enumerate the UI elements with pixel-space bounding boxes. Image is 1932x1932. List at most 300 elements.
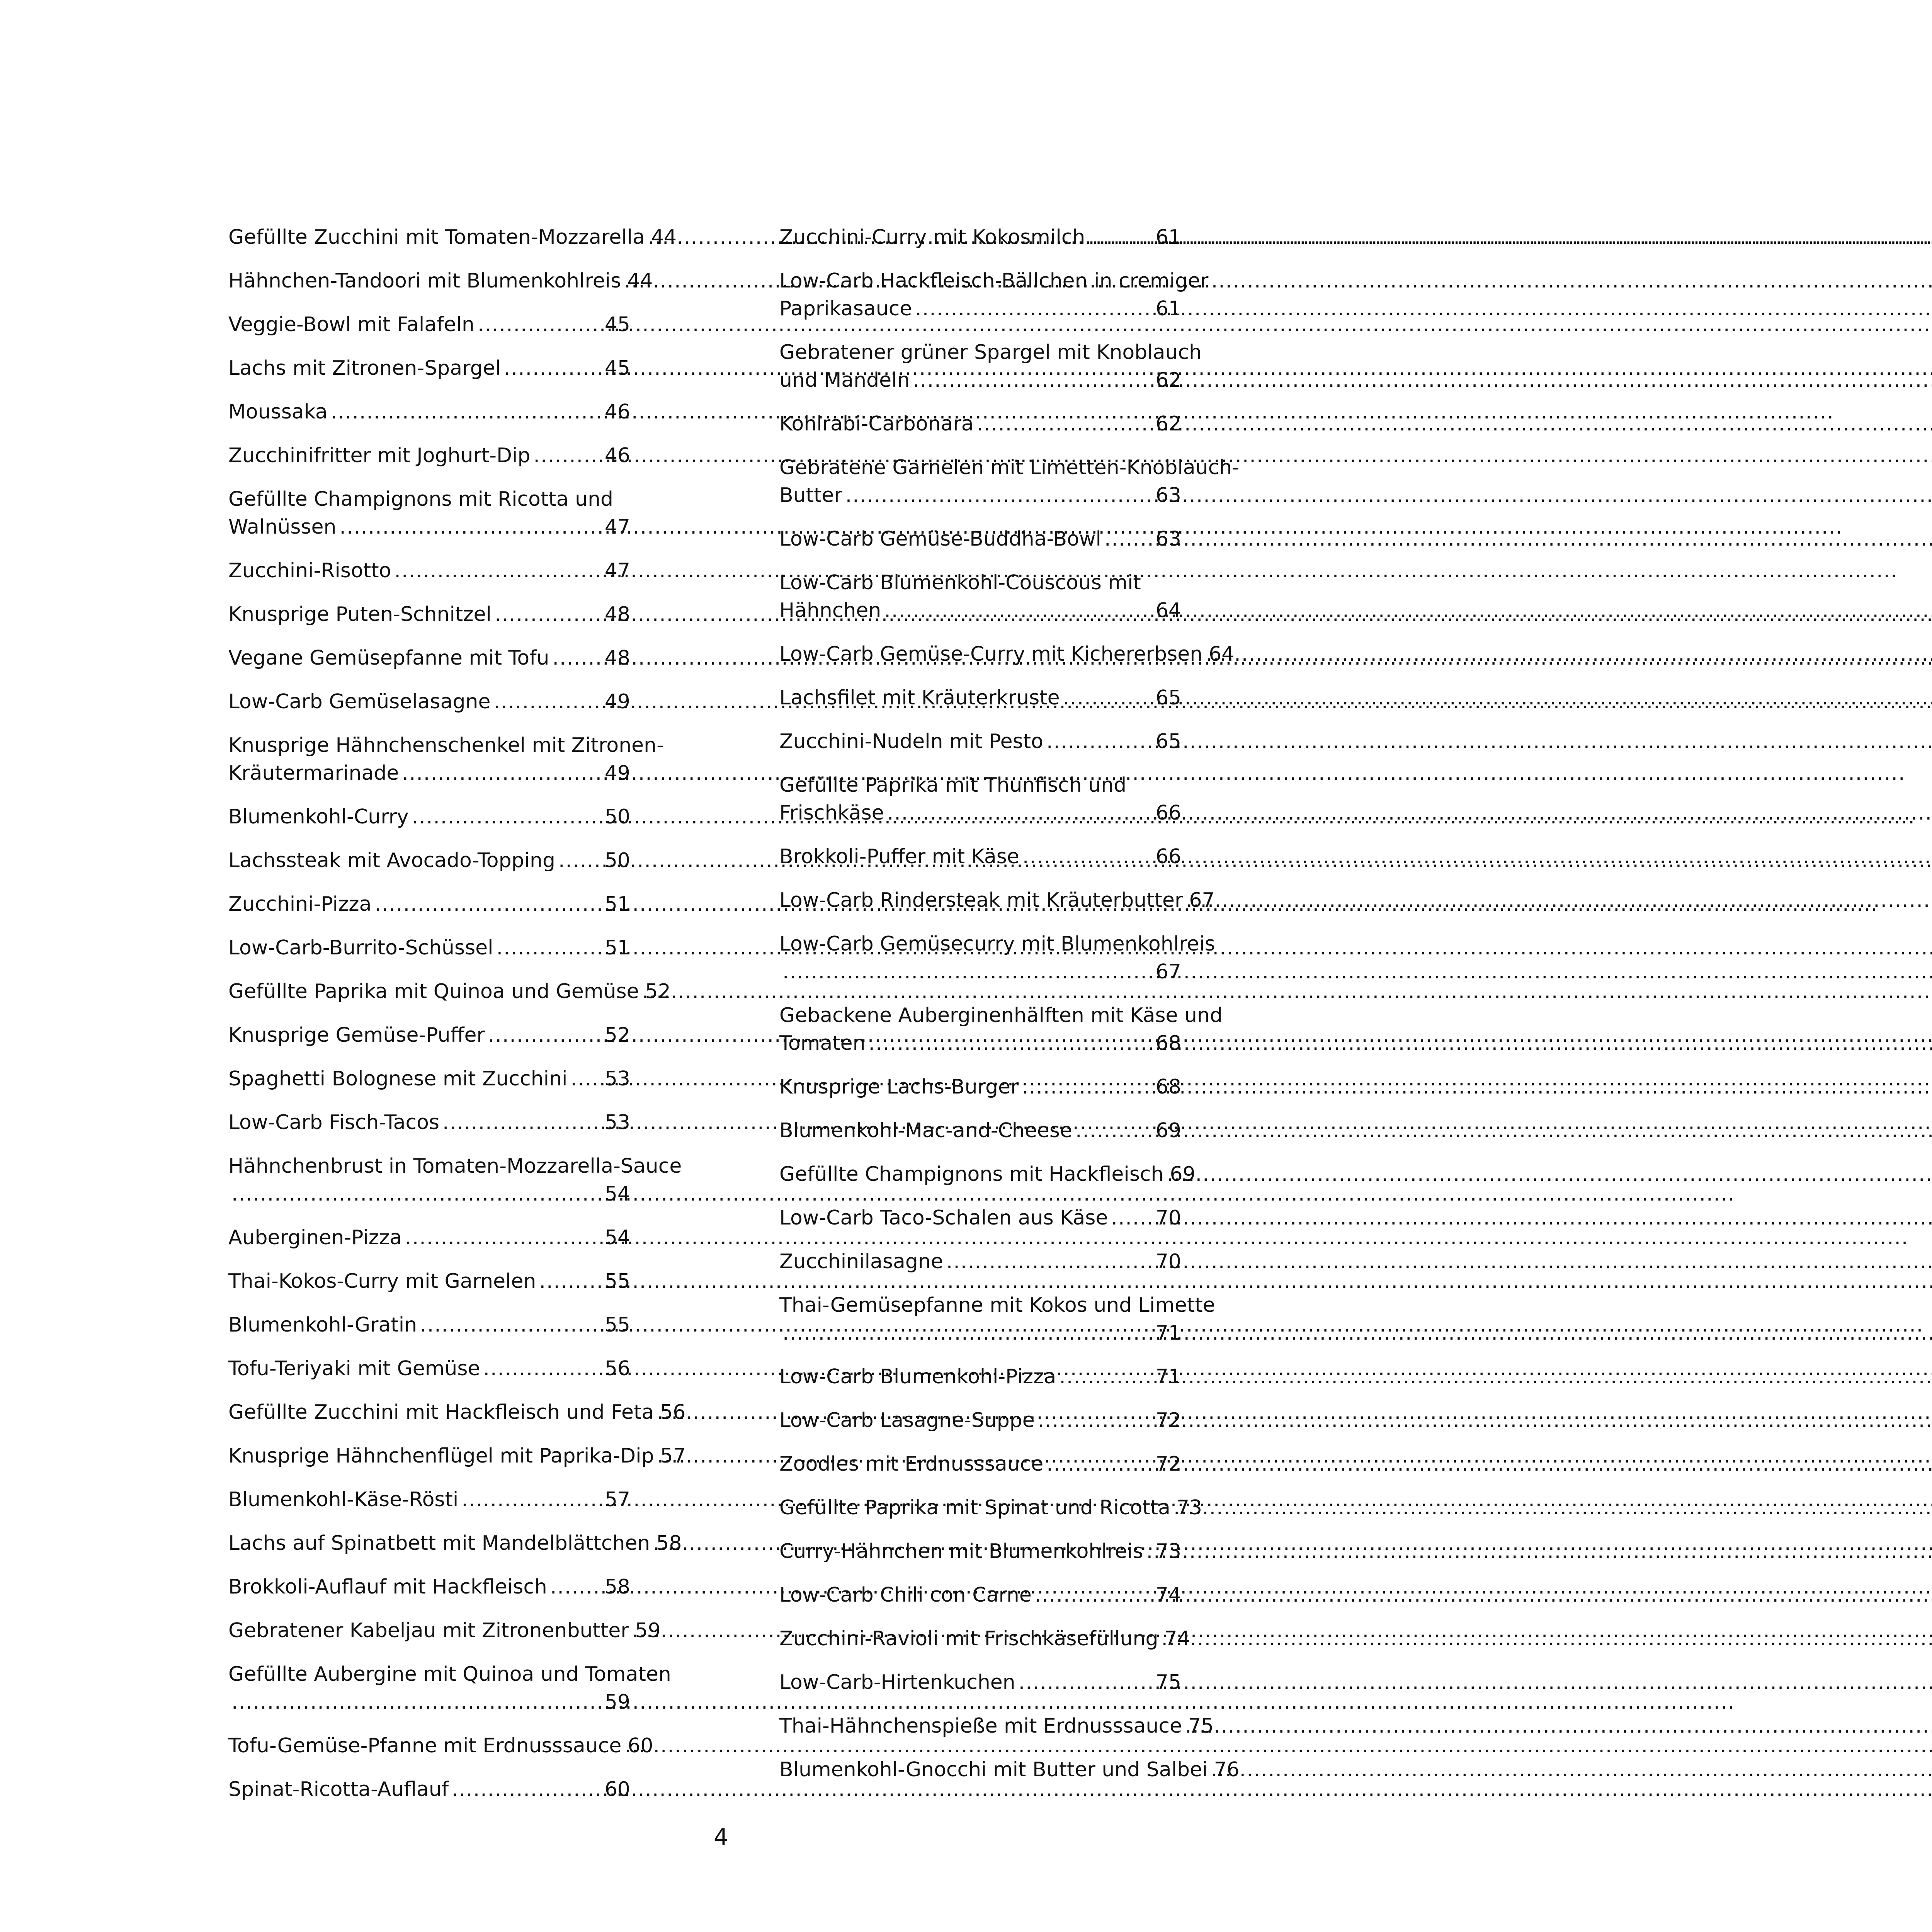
dot-leader xyxy=(884,597,1152,624)
toc-entry-line xyxy=(228,311,630,338)
toc-entry xyxy=(228,223,677,251)
dot-leader xyxy=(782,1319,1153,1347)
toc-entry xyxy=(228,1529,682,1557)
dot-leader xyxy=(405,1224,602,1252)
toc-entry xyxy=(779,1073,1181,1101)
toc-entry-page: 52 xyxy=(645,980,671,1003)
toc-entry-line xyxy=(779,1406,1181,1434)
toc-entry xyxy=(228,688,630,716)
toc-entry-line xyxy=(228,1180,630,1208)
toc-entry-title: Gefüllte Zucchini mit Hackfleisch und Feta xyxy=(228,1401,654,1424)
toc-entry-title: Zucchini-Ravioli mit Frischkäsefüllung xyxy=(779,1627,1158,1650)
toc-entry xyxy=(228,731,664,787)
toc-entry-line xyxy=(779,1204,1181,1232)
dot-leader xyxy=(845,481,1153,509)
toc-entry-line xyxy=(228,1486,630,1514)
toc-entry-title: Lachsfilet mit Kräuterkruste xyxy=(779,686,1060,709)
toc-entry-page: 72 xyxy=(1155,1452,1181,1476)
toc-entry-page: 72 xyxy=(1155,1409,1181,1432)
toc-entry-title: Low-Carb Fisch-Tacos xyxy=(228,1111,439,1134)
toc-entry-title: Tofu-Teriyaki mit Gemüse xyxy=(228,1357,480,1380)
toc-entry-page: 56 xyxy=(604,1357,630,1380)
toc-entry-line xyxy=(779,1363,1181,1391)
toc-entry-page: 57 xyxy=(604,1488,630,1511)
toc-entry-page: 68 xyxy=(1155,1075,1181,1099)
toc-entry-title: Knusprige Lachs-Burger xyxy=(779,1075,1019,1099)
toc-entry-title: Brokkoli-Auflauf mit Hackfleisch xyxy=(228,1575,547,1599)
toc-entry-title: Low-Carb Gemüse-Buddha-Bowl xyxy=(779,527,1101,551)
toc-entry-title: Paprikasauce xyxy=(779,297,912,320)
toc-entry-page: 63 xyxy=(1155,527,1181,551)
toc-entry-line xyxy=(228,1109,630,1136)
toc-entry-line xyxy=(228,1311,630,1339)
toc-entry-page: 54 xyxy=(604,1182,630,1206)
toc-entry-line xyxy=(779,1450,1181,1478)
toc-entry-line xyxy=(779,1712,1214,1740)
toc-entry-line xyxy=(228,354,630,382)
dot-leader xyxy=(442,1109,602,1136)
toc-entry-page: 61 xyxy=(1155,226,1181,249)
dot-leader xyxy=(539,1267,601,1295)
toc-entry-line xyxy=(779,1117,1181,1145)
toc-entry-page: 48 xyxy=(604,603,630,626)
toc-entry-line xyxy=(228,1398,686,1426)
dot-leader xyxy=(412,803,602,831)
toc-entry-line xyxy=(779,799,1181,827)
toc-entry-title: Frischkäse xyxy=(779,801,884,825)
toc-entry-line xyxy=(228,398,630,426)
dot-leader xyxy=(1088,223,1152,251)
toc-entry-page: 69 xyxy=(1155,1119,1181,1142)
toc-entry-line xyxy=(228,847,630,874)
toc-entry xyxy=(228,1065,630,1093)
toc-entry-page: 64 xyxy=(1209,643,1235,666)
dot-leader xyxy=(887,799,1153,827)
toc-entry-page: 46 xyxy=(604,444,630,467)
toc-entry xyxy=(228,442,630,469)
dot-leader xyxy=(1022,1073,1153,1101)
dot-leader xyxy=(1046,728,1153,755)
toc-entry-title: Hähnchen-Tandoori mit Blumenkohlreis xyxy=(228,269,621,293)
toc-entry xyxy=(779,886,1215,914)
toc-entry-title: Auberginen-Pizza xyxy=(228,1226,402,1249)
toc-entry-page: 48 xyxy=(604,646,630,670)
toc-column-right xyxy=(779,223,1240,1799)
toc-entry xyxy=(779,454,1239,509)
toc-entry-title: Low-Carb Gemüse-Curry mit Kichererbsen xyxy=(779,643,1203,666)
toc-entry xyxy=(779,1668,1181,1696)
toc-entry-line xyxy=(779,1494,1202,1522)
toc-entry xyxy=(779,1625,1190,1653)
toc-entry-page: 56 xyxy=(660,1401,686,1424)
toc-entry-page: 62 xyxy=(1155,369,1181,392)
toc-entry-page: 74 xyxy=(1155,1583,1181,1607)
toc-entry-line xyxy=(228,1355,630,1383)
dot-leader xyxy=(1075,1117,1153,1145)
toc-entry-line xyxy=(779,1248,1181,1276)
toc-entry xyxy=(228,1109,630,1136)
toc-entry-line xyxy=(228,644,630,672)
toc-entry-title: Low-Carb-Burrito-Schüssel xyxy=(228,936,493,959)
dot-leader xyxy=(1035,1581,1153,1609)
toc-entry-title: Tofu-Gemüse-Pfanne mit Erdnusssauce xyxy=(228,1734,622,1757)
toc-entry xyxy=(228,557,630,585)
toc-entry-title-first-line: Low-Carb Gemüsecurry mit Blumenkohlreis xyxy=(779,932,1215,956)
toc-entry-title: Gefüllte Zucchini mit Tomaten-Mozzarella xyxy=(228,226,645,249)
toc-entry xyxy=(228,978,671,1005)
toc-entry-title: Lachssteak mit Avocado-Topping xyxy=(228,849,555,872)
toc-entry-page: 75 xyxy=(1155,1671,1181,1694)
toc-entry-line xyxy=(779,728,1181,755)
toc-entry-page: 66 xyxy=(1155,845,1181,868)
toc-entry-page: 65 xyxy=(1155,686,1181,709)
toc-entry-title: Zucchini-Pizza xyxy=(228,893,372,916)
toc-entry xyxy=(779,728,1181,755)
toc-entry-title: Curry-Hähnchen mit Blumenkohlreis xyxy=(779,1540,1143,1563)
toc-entry-line xyxy=(779,525,1181,553)
toc-entry-title: Low-Carb Lasagne-Suppe xyxy=(779,1409,1035,1432)
toc-entry xyxy=(228,600,630,628)
toc-entry xyxy=(779,930,1215,986)
toc-entry xyxy=(228,1398,686,1426)
toc-entry-page: 53 xyxy=(604,1111,630,1134)
toc-entry xyxy=(779,1002,1223,1057)
toc-entry-page: 74 xyxy=(1164,1627,1190,1650)
toc-entry-line xyxy=(228,267,653,295)
toc-entry-line xyxy=(779,886,1215,914)
toc-entry-page: 51 xyxy=(604,936,630,959)
toc-entry-line xyxy=(228,1732,653,1760)
toc-entry-line xyxy=(228,759,630,787)
dot-leader xyxy=(571,1065,602,1093)
dot-leader xyxy=(977,410,1153,438)
dot-leader xyxy=(452,1776,602,1803)
toc-entry-title: Knusprige Gemüse-Puffer xyxy=(228,1024,485,1047)
toc-entry-title: Gefüllte Champignons mit Hackfleisch xyxy=(779,1163,1164,1186)
toc-entry xyxy=(779,1117,1181,1145)
toc-entry xyxy=(779,843,1181,871)
toc-entry xyxy=(779,640,1235,668)
toc-entry-line xyxy=(228,1065,630,1093)
toc-entry-line xyxy=(228,1776,630,1803)
toc-entry xyxy=(779,1581,1181,1609)
toc-entry xyxy=(228,354,630,382)
toc-entry-line xyxy=(779,1581,1181,1609)
toc-entry xyxy=(228,1311,630,1339)
toc-entry xyxy=(228,1573,630,1601)
toc-entry-line xyxy=(779,597,1181,624)
toc-entry-line xyxy=(228,1267,630,1295)
toc-entry-title-first-line: Gefüllte Aubergine mit Quinoa und Tomaten xyxy=(228,1663,671,1686)
dot-leader xyxy=(339,513,601,541)
dot-leader xyxy=(1059,1363,1153,1391)
toc-entry-page: 60 xyxy=(604,1778,630,1801)
toc-entry-line xyxy=(228,1442,686,1470)
toc-entry-line xyxy=(228,223,677,251)
toc-entry-title-first-line: Gebackene Auberginenhälften mit Käse und xyxy=(779,1004,1223,1027)
toc-entry-page: 44 xyxy=(627,269,653,293)
toc-entry xyxy=(779,1450,1181,1478)
toc-entry-title: Kräutermarinade xyxy=(228,762,399,785)
toc-entry-title: Butter xyxy=(779,484,842,507)
toc-entry-page: 76 xyxy=(1214,1758,1240,1781)
toc-entry-page: 50 xyxy=(604,849,630,872)
toc-entry-page: 49 xyxy=(604,690,630,713)
toc-entry-line xyxy=(779,684,1181,712)
toc-entry xyxy=(228,485,630,541)
toc-entry-title-first-line: Low-Carb Hackfleisch-Bällchen in cremiger xyxy=(779,269,1209,293)
toc-entry-page: 66 xyxy=(1155,801,1181,825)
dot-leader xyxy=(483,1355,601,1383)
dot-leader xyxy=(915,295,1153,323)
toc-entry-page: 75 xyxy=(1188,1714,1214,1738)
toc-entry-page: 44 xyxy=(651,226,677,249)
toc-entry-line xyxy=(228,1529,682,1557)
toc-entry-title-first-line: Hähnchenbrust in Tomaten-Mozzarella-Sauce xyxy=(228,1155,682,1178)
toc-entry-title: Low-Carb-Hirtenkuchen xyxy=(779,1671,1015,1694)
toc-entry-title: Knusprige Hähnchenflügel mit Paprika-Dip xyxy=(228,1444,654,1468)
dot-leader xyxy=(231,1180,602,1208)
toc-entry-page: 67 xyxy=(1189,889,1215,912)
toc-entry-title: Zucchinilasagne xyxy=(779,1250,943,1273)
toc-entry-page: 60 xyxy=(628,1734,653,1757)
toc-entry-page: 69 xyxy=(1170,1163,1196,1186)
dot-leader xyxy=(1046,1450,1153,1478)
toc-entry xyxy=(228,1355,630,1383)
toc-entry xyxy=(779,1712,1214,1740)
toc-entry xyxy=(228,267,653,295)
toc-entry xyxy=(779,338,1202,394)
toc-entry-title: Brokkoli-Puffer mit Käse xyxy=(779,845,1019,868)
toc-entry-page: 45 xyxy=(604,313,630,336)
toc-entry-line xyxy=(779,295,1181,323)
dot-leader xyxy=(420,1311,602,1339)
toc-entry xyxy=(779,267,1209,323)
toc-entry-line xyxy=(779,1073,1181,1101)
toc-entry-line xyxy=(228,1573,630,1601)
toc-entry xyxy=(228,803,630,831)
toc-entry-title: Spaghetti Bolognese mit Zucchini xyxy=(228,1067,568,1090)
toc-entry-page: 67 xyxy=(1155,960,1181,983)
toc-entry-line xyxy=(779,1756,1240,1784)
toc-entry-page: 52 xyxy=(604,1024,630,1047)
toc-entry-line xyxy=(228,513,630,541)
toc-entry-page: 47 xyxy=(604,559,630,582)
toc-entry-title-first-line: Low-Carb Blumenkohl-Couscous mit xyxy=(779,571,1141,594)
toc-entry-title: Low-Carb Gemüselasagne xyxy=(228,690,491,713)
toc-entry-title-first-line: Gefüllte Paprika mit Thunfisch und xyxy=(779,774,1127,797)
toc-entry-page: 61 xyxy=(1155,297,1181,320)
toc-entry-title: Tomaten xyxy=(779,1032,866,1055)
toc-entry-title-first-line: Knusprige Hähnchenschenkel mit Zitronen- xyxy=(228,734,664,757)
toc-entry-title-first-line: Gebratener grüner Spargel mit Knoblauch xyxy=(779,341,1202,364)
toc-entry xyxy=(779,771,1181,827)
toc-entry-line xyxy=(779,1537,1181,1565)
dot-leader xyxy=(869,1029,1153,1057)
dot-leader xyxy=(394,557,601,585)
toc-entry xyxy=(228,311,630,338)
dot-leader xyxy=(461,1486,601,1514)
toc-entry-line xyxy=(228,1021,630,1049)
toc-entry xyxy=(779,1204,1181,1232)
toc-entry-title: Blumenkohl-Käse-Rösti xyxy=(228,1488,459,1511)
toc-entry-page: 64 xyxy=(1155,599,1181,622)
toc-entry-page: 70 xyxy=(1155,1250,1181,1273)
toc-entry xyxy=(228,847,630,874)
toc-entry-line xyxy=(779,958,1181,986)
toc-entry-line xyxy=(779,1160,1196,1188)
toc-entry xyxy=(228,1021,630,1049)
toc-entry-title-first-line: Gefüllte Champignons mit Ricotta und xyxy=(228,488,614,511)
toc-entry-line xyxy=(228,1224,630,1252)
toc-entry-page: 62 xyxy=(1155,412,1181,435)
toc-entry-line xyxy=(228,688,630,716)
toc-entry-title: Moussaka xyxy=(228,400,328,423)
toc-entry xyxy=(228,1617,661,1645)
toc-entry-title: Gefüllte Paprika mit Spinat und Ricotta xyxy=(779,1496,1170,1519)
dot-leader xyxy=(1146,1537,1153,1565)
toc-entry xyxy=(228,1732,653,1760)
toc-entry-title: Low-Carb Taco-Schalen aus Käse xyxy=(779,1206,1108,1230)
toc-entry-title: Zucchini-Nudeln mit Pesto xyxy=(779,730,1043,753)
toc-entry-line xyxy=(779,1029,1181,1057)
dot-leader xyxy=(558,847,602,874)
toc-entry-line xyxy=(228,978,671,1005)
dot-leader xyxy=(1038,1406,1153,1434)
toc-entry-page: 45 xyxy=(604,357,630,380)
toc-entry-title-first-line: Gebratene Garnelen mit Limetten-Knoblauch- xyxy=(779,456,1239,479)
dot-leader xyxy=(534,442,602,469)
toc-entry-title: Blumenkohl-Curry xyxy=(228,805,409,828)
toc-entry xyxy=(228,644,630,672)
toc-entry-title: Knusprige Puten-Schnitzel xyxy=(228,603,492,626)
toc-entry-line xyxy=(228,600,630,628)
toc-entry-page: 73 xyxy=(1155,1540,1181,1563)
toc-entry-title: Veggie-Bowl mit Falafeln xyxy=(228,313,474,336)
toc-entry-page: 59 xyxy=(604,1690,630,1714)
toc-entry xyxy=(228,1224,630,1252)
toc-entry-title: Zucchini-Curry mit Kokosmilch xyxy=(779,226,1085,249)
toc-entry-title: Walnüssen xyxy=(228,515,337,539)
dot-leader xyxy=(331,398,602,426)
toc-entry xyxy=(779,223,1181,251)
toc-entry xyxy=(228,1442,686,1470)
toc-entry-title: Blumenkohl-Gratin xyxy=(228,1313,417,1337)
toc-entry-page: 46 xyxy=(604,400,630,423)
dot-leader xyxy=(550,1573,602,1601)
toc-entry-line xyxy=(779,366,1181,394)
toc-entry-page: 55 xyxy=(604,1270,630,1293)
toc-entry xyxy=(228,934,630,962)
toc-entry-page: 71 xyxy=(1155,1321,1181,1345)
toc-entry-title: Low-Carb Blumenkohl-Pizza xyxy=(779,1365,1056,1388)
toc-entry xyxy=(779,1756,1240,1784)
toc-entry xyxy=(779,1160,1196,1188)
toc-entry-page: 71 xyxy=(1155,1365,1181,1388)
toc-entry-title: Kohlrabi-Carbonara xyxy=(779,412,974,435)
toc-entry-line xyxy=(779,843,1181,871)
toc-entry-title: Blumenkohl-Mac-and-Cheese xyxy=(779,1119,1072,1142)
toc-entry-title: Lachs mit Zitronen-Spargel xyxy=(228,357,501,380)
toc-entry-line xyxy=(779,1319,1181,1347)
toc-entry xyxy=(228,890,630,918)
toc-entry-title: Low-Carb Rindersteak mit Kräuterbutter xyxy=(779,889,1183,912)
toc-entry-title: Blumenkohl-Gnocchi mit Butter und Salbei xyxy=(779,1758,1208,1781)
toc-entry xyxy=(779,1406,1181,1434)
toc-entry-title: Thai-Kokos-Curry mit Garnelen xyxy=(228,1270,536,1293)
dot-leader xyxy=(1022,843,1153,871)
dot-leader xyxy=(1111,1204,1152,1232)
dot-leader xyxy=(478,311,602,338)
toc-entry xyxy=(228,1267,630,1295)
dot-leader xyxy=(493,688,601,716)
toc-entry-line xyxy=(228,890,630,918)
toc-entry-page: 63 xyxy=(1155,484,1181,507)
toc-entry-title: Zoodles mit Erdnusssauce xyxy=(779,1452,1044,1476)
dot-leader xyxy=(1104,525,1153,553)
toc-entry-page: 55 xyxy=(604,1313,630,1337)
toc-entry-page: 73 xyxy=(1176,1496,1202,1519)
toc-entry-title: Gefüllte Paprika mit Quinoa und Gemüse xyxy=(228,980,639,1003)
dot-leader xyxy=(497,934,602,962)
toc-entry-title: Spinat-Ricotta-Auflauf xyxy=(228,1778,449,1801)
toc-entry-page: 49 xyxy=(604,762,630,785)
toc-entry xyxy=(779,1537,1181,1565)
toc-entry-page: 65 xyxy=(1155,730,1181,753)
toc-entry-line xyxy=(228,1688,630,1716)
toc-entry-title: Zucchinifritter mit Joghurt-Dip xyxy=(228,444,531,467)
dot-leader xyxy=(488,1021,602,1049)
toc-entry xyxy=(228,1660,671,1716)
toc-entry xyxy=(228,1152,682,1208)
toc-entry-line xyxy=(228,803,630,831)
dot-leader xyxy=(374,890,601,918)
toc-entry xyxy=(779,525,1181,553)
toc-entry-line xyxy=(779,640,1235,668)
toc-entry xyxy=(228,1776,630,1803)
dot-leader xyxy=(913,366,1153,394)
dot-leader xyxy=(946,1248,1153,1276)
toc-entry-line xyxy=(779,1625,1190,1653)
toc-entry-line xyxy=(228,1617,661,1645)
dot-leader xyxy=(1019,1668,1153,1696)
page-number: 4 xyxy=(713,1824,729,1851)
toc-entry xyxy=(779,1363,1181,1391)
toc-entry-page: 70 xyxy=(1155,1206,1181,1230)
toc-entry-line xyxy=(228,442,630,469)
dot-leader xyxy=(231,1688,602,1716)
toc-entry-line xyxy=(779,481,1181,509)
toc-entry-line xyxy=(779,410,1181,438)
toc-entry-line xyxy=(228,934,630,962)
toc-entry-page: 50 xyxy=(604,805,630,828)
toc-entry-page: 58 xyxy=(656,1532,682,1555)
toc-column-left xyxy=(228,223,686,1819)
toc-entry xyxy=(779,1248,1181,1276)
toc-entry-title: und Mandeln xyxy=(779,369,910,392)
toc-entry xyxy=(779,1494,1202,1522)
toc-entry xyxy=(779,569,1181,624)
dot-leader xyxy=(495,600,602,628)
toc-entry-title: Gebratener Kabeljau mit Zitronenbutter xyxy=(228,1619,629,1642)
toc-entry-title: Thai-Hähnchenspieße mit Erdnusssauce xyxy=(779,1714,1182,1738)
toc-entry xyxy=(779,684,1181,712)
toc-entry-page: 59 xyxy=(635,1619,661,1642)
toc-entry-title: Zucchini-Risotto xyxy=(228,559,391,582)
toc-entry-page: 47 xyxy=(604,515,630,539)
toc-entry-title: Vegane Gemüsepfanne mit Tofu xyxy=(228,646,549,670)
toc-entry-page: 68 xyxy=(1155,1032,1181,1055)
